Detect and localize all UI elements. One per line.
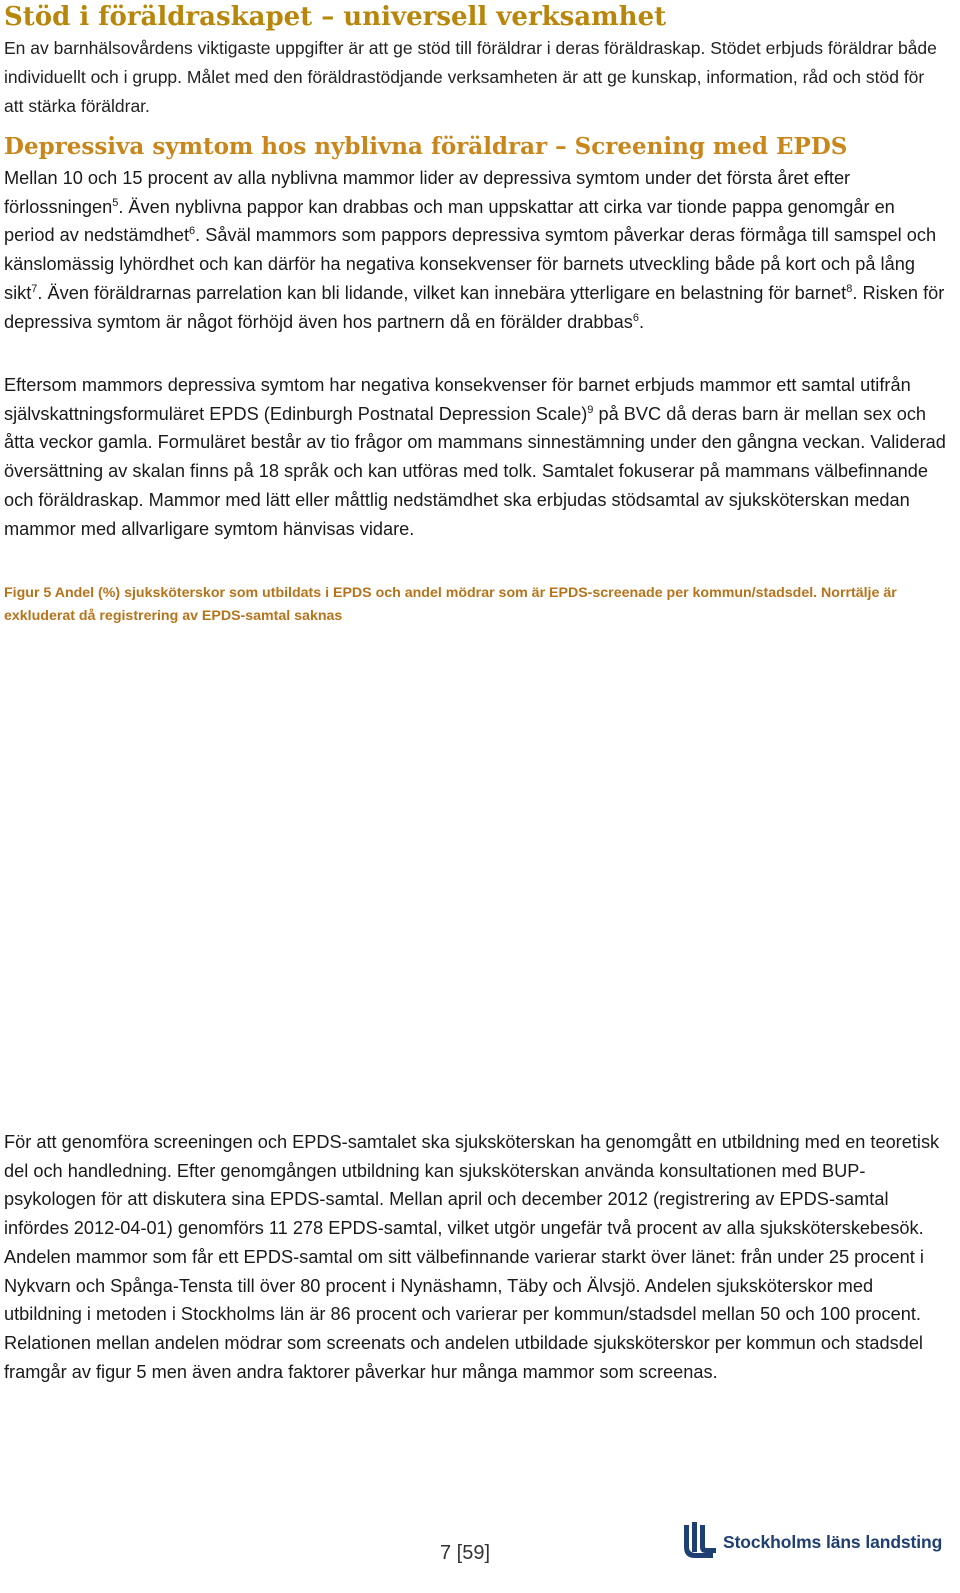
paragraph-depressive-symptoms <box>4 164 946 336</box>
figure-caption: Figur 5 Andel (%) sjuksköterskor som utbildats i EPDS och andel mödrar som är EPDS-screenade per kommun/stadsdel. Norrtälje är exkluderat då registrering av EPDS-samtal saknas <box>4 585 897 624</box>
text-span: Eftersom mammors depressiva symtom har negativa konsekvenser för barnet erbjuds mammor ett samtal utifrån självskattningsformuläret EPDS (Edinburgh Postnatal Depression Scale) <box>4 375 911 424</box>
text-span: på BVC då deras barn är mellan sex och åtta veckor gamla. Formuläret består av tio frågor om mammans sinnestämning under den gångna veckan. Validerad översättning av skalan finns på 18 språk och kan utföras med tolk. Samtalet fokuserar på mammans välbefinnande och föräldraskap. Mammor med lätt eller måttlig nedstämdhet ska erbjudas stödsamtal av sjuksköterskan medan mammor med allvarligare symtom hänvisas vidare. <box>4 403 946 539</box>
paragraph-epds-conversation <box>4 371 946 543</box>
intro-paragraph: En av barnhälsovårdens viktigaste uppgifter är att ge stöd till föräldrar i deras föräldraskap. Stödet erbjuds föräldrar både individuellt och i grupp. Målet med den föräldrastödjande verksamheten är att ge kunskap, information, råd och stöd för att stärka föräldrar. <box>4 38 937 116</box>
text-span: . Även nyblivna pappor kan drabbas och man uppskattar att cirka var tionde pappa genomgår en period av nedstämdhet <box>4 196 895 246</box>
figure-placeholder <box>4 632 944 1112</box>
text-span: . Risken för depressiva symtom är något förhöjd även hos partnern då en förälder drabbas <box>4 282 945 332</box>
sll-logo-icon <box>683 1522 717 1562</box>
footnote-ref: 9 <box>587 403 594 416</box>
text-span: Mellan 10 och 15 procent av alla nyblivna mammor lider av depressiva symtom under det första året efter förlossningen <box>4 168 851 217</box>
text-span: . Såväl mammors som pappors depressiva symtom påverkar deras förmåga till samspel och känslomässig lyhördhet och kan därför ha negativa konsekvenser för barnets utveckling både på kort och på lång sikt <box>4 225 937 303</box>
text-span: . <box>638 311 645 332</box>
organization-logo <box>683 1520 942 1564</box>
footnote-ref: 8 <box>846 282 853 295</box>
text-span: . Även föräldrarnas parrelation kan bli lidande, vilket kan innebära ytterligare en belastning för barnet <box>37 282 847 303</box>
logo-text: Stockholms läns landsting <box>723 1531 943 1552</box>
footnote-ref: 6 <box>189 225 196 238</box>
footnote-ref: 6 <box>632 311 639 324</box>
footnote-ref: 5 <box>112 196 119 209</box>
footnote-ref: 7 <box>31 282 38 295</box>
paragraph-training: För att genomföra screeningen och EPDS-samtalet ska sjuksköterskan ha genomgått en utbildning med en teoretisk del och handledning. Efter genomgången utbildning kan sjuksköterskan använda konsultationen med BUP-psykologen för att diskutera sina EPDS-samtal. Mellan april och december 2012 (registrering av EPDS-samtal infördes 2012-04-01) genomförs 11 278 EPDS-samtal, vilket utgör ungefär två procent av alla sjuksköterskebesök. Andelen mammor som får ett EPDS-samtal om sitt välbefinnande varierar starkt över länet: från under 25 procent i Nykvarn och Spånga-Tensta till över 80 procent i Nynäshamn, Täby och Älvsjö. Andelen sjuksköterskor med utbildning i metoden i Stockholms län är 86 procent och varierar per kommun/stadsdel mellan 50 och 100 procent. Relationen mellan andelen mödrar som screenats och andelen utbildade sjuksköterskor per kommun och stadsdel framgår av figur 5 men även andra faktorer påverkar hur många mammor som screenas. <box>4 1132 940 1382</box>
section-heading-epds: Depressiva symtom hos nyblivna föräldrar – Screening med EPDS <box>4 133 848 160</box>
page-heading: Stöd i föräldraskapet – universell verksamhet <box>4 2 667 32</box>
page-number: 7 [59] <box>440 1542 491 1564</box>
